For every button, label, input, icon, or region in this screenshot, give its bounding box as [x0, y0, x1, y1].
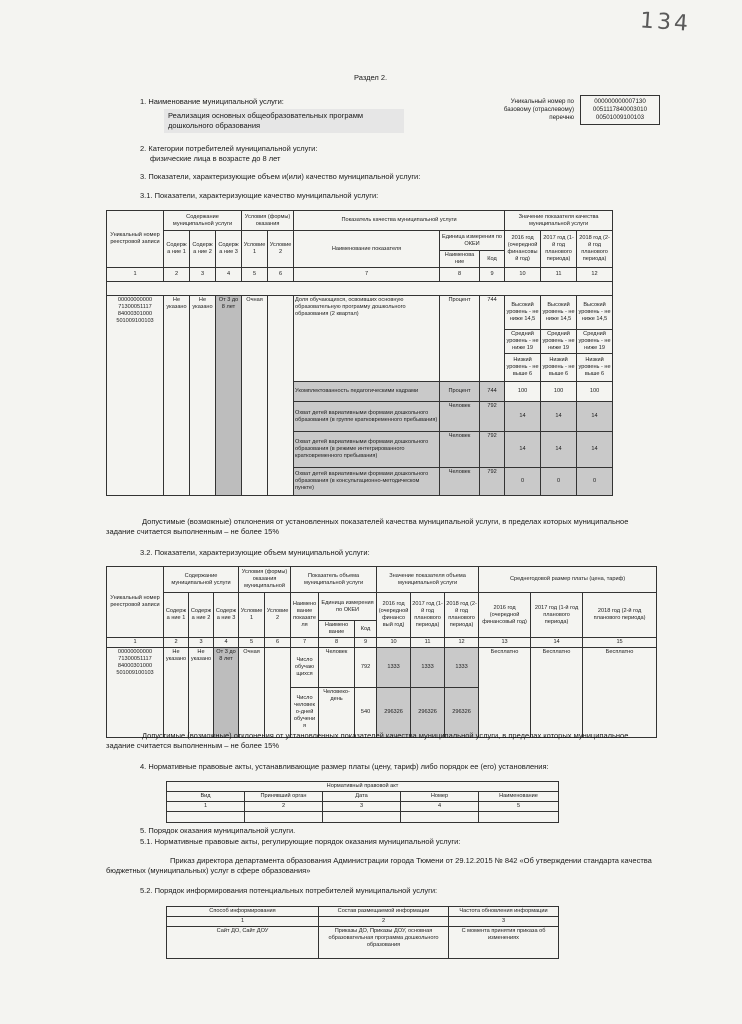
column-number: 5 [242, 268, 268, 282]
header-content-1: Содержа ние 1 [164, 231, 190, 268]
unit-code: 792 [355, 648, 377, 688]
column-number: 4 [214, 638, 239, 648]
value-2016: Низкий уровень - не выше 6 [505, 354, 541, 382]
column-number: 1 [107, 268, 164, 282]
column-number: 13 [479, 638, 531, 648]
unit-code: 792 [480, 432, 505, 468]
value-2018: Средний уровень - не ниже 19 [577, 330, 613, 354]
column-number: 4 [216, 268, 242, 282]
value-2017: Высокий уровень - не ниже 14,5 [541, 296, 577, 330]
header-act-type: Вид [167, 792, 245, 802]
header-content: Содержание муниципальной услуги [164, 211, 242, 231]
update-frequency: С момента принятия приказа об изменениях [449, 927, 559, 959]
content-2-value: Не указано [189, 648, 214, 738]
column-number: 11 [411, 638, 445, 648]
header-fee-2016: 2016 год (очередной финансовый год) [479, 593, 531, 638]
value-2018: 0 [577, 468, 613, 496]
item31-label: 3.1. Показатели, характеризующие качество муниципальной услуги: [140, 191, 379, 200]
column-number: 7 [294, 268, 440, 282]
column-number: 3 [190, 268, 216, 282]
header-conditions: Условия (формы) оказания [242, 211, 294, 231]
unit-name: Процент [440, 382, 480, 402]
informing-method: Сайт ДО, Сайт ДОУ [167, 927, 319, 959]
header-condition-1: Условие 1 [239, 593, 265, 638]
unit-code: 792 [480, 402, 505, 432]
value-2018: Высокий уровень - не ниже 14,5 [577, 296, 613, 330]
condition-1-value: Очная [242, 296, 268, 496]
value-2016: 0 [505, 468, 541, 496]
header-act-authority: Принявший орган [245, 792, 323, 802]
header-condition-1: Условие 1 [242, 231, 268, 268]
indicator-name: Укомплектованность педагогическими кадрами [294, 382, 440, 402]
service-name: Реализация основных общеобразовательных программ дошкольного образования [164, 109, 404, 133]
value-2016: Высокий уровень - не ниже 14,5 [505, 296, 541, 330]
condition-1-value: Очная [239, 648, 265, 738]
column-number: 3 [189, 638, 214, 648]
header-info-content: Состав размещаемой информации [319, 907, 449, 917]
registry-number: 00000000000 71300051117 84000301000 501009100103 [107, 648, 164, 738]
volume-indicators-table [106, 566, 657, 738]
header-condition-2: Условие 2 [265, 593, 291, 638]
column-number: 12 [445, 638, 479, 648]
item51-label: 5.1. Нормативные правовые акты, регулирующие порядок оказания муниципальной услуги: [140, 837, 461, 846]
unique-number-line: 00501009100103 [595, 114, 645, 121]
section-title: Раздел 2. [354, 73, 388, 82]
header-update-frequency: Частота обновления информации [449, 907, 559, 917]
header-unit: Единица измерения по ОКЕИ [440, 231, 505, 251]
column-number: 1 [107, 638, 164, 648]
value-2017: 14 [541, 432, 577, 468]
deviation-note-quality: Допустимые (возможные) отклонения от установленных показателей качества муниципальной услуги, в пределах которых муниципальное задание считается выполненным – не более 15% [106, 517, 629, 536]
column-number: 2 [319, 917, 449, 927]
header-act-number: Номер [401, 792, 479, 802]
header-fee: Среднегодовой размер платы (цена, тариф) [479, 567, 657, 593]
content-2-value: Не указано [190, 296, 216, 496]
indicator-name: Доля обучающихся, освоивших основную образовательную программу дошкольного образования (2 квартал) [294, 296, 440, 382]
content-1-value: Не указано [164, 648, 189, 738]
column-number: 4 [401, 802, 479, 812]
item3-label: 3. Показатели, характеризующие объем и(или) качество муниципальной услуги: [140, 172, 421, 181]
header-content-3: Содержа ние 3 [216, 231, 242, 268]
header-volume-indicator: Показатель объема муниципальной услуги [291, 567, 377, 593]
column-number: 2 [164, 268, 190, 282]
header-fee-2017: 2017 год (1-й год планового периода) [531, 593, 583, 638]
handwritten-page-number: 134 [639, 8, 692, 37]
unique-number-label: Уникальный номер по базовому (отраслевому) перечню [503, 98, 574, 121]
header-unit-name: Наименова ние [440, 251, 480, 268]
fee-2017: Бесплатно [531, 648, 583, 738]
regulation-order-text: Приказ директора департамента образования Администрации города Тюмени от 29.12.2015 № 842 «Об утверждении стандарта качества бюджетных (муниципальных) услуг в сфере образования» [106, 856, 652, 875]
column-number: 1 [167, 802, 245, 812]
value-2018: Низкий уровень - не выше 6 [577, 354, 613, 382]
header-content-3: Содержа ние 3 [214, 593, 239, 638]
column-number: 10 [377, 638, 411, 648]
column-number: 5 [479, 802, 559, 812]
value-2016: 14 [505, 432, 541, 468]
unique-number-box [580, 95, 660, 125]
column-number: 6 [265, 638, 291, 648]
consumer-category: физические лица в возрасте до 8 лет [150, 154, 281, 163]
registry-number: 00000000000 71300051117 84000301000 501009100103 [107, 296, 164, 496]
fee-2018: Бесплатно [583, 648, 657, 738]
content-3-value: От 3 до 8 лет [214, 648, 239, 738]
content-1-value: Не указано [164, 296, 190, 496]
column-number: 9 [355, 638, 377, 648]
value-2016: 296326 [377, 688, 411, 738]
value-2016: 1333 [377, 648, 411, 688]
column-number: 2 [164, 638, 189, 648]
unit-code: 540 [355, 688, 377, 738]
column-number: 9 [480, 268, 505, 282]
header-indicator-name: Наименование показателя [294, 231, 440, 268]
header-year-2017: 2017 год (1-й год планового периода) [411, 593, 445, 638]
column-number: 5 [239, 638, 265, 648]
value-2016: 14 [505, 402, 541, 432]
unique-number-line: 0051117840003010 [592, 106, 648, 113]
column-number: 11 [541, 268, 577, 282]
indicator-name: Число обучаю щихся [291, 648, 319, 688]
unit-code: 792 [480, 468, 505, 496]
column-number: 8 [440, 268, 480, 282]
header-act-name: Наименование [479, 792, 559, 802]
value-2017: 14 [541, 402, 577, 432]
value-2018: 1333 [445, 648, 479, 688]
header-content-1: Содержа ние 1 [164, 593, 189, 638]
value-2018: 14 [577, 432, 613, 468]
fee-acts-table [166, 781, 559, 823]
fee-2016: Бесплатно [479, 648, 531, 738]
header-year-2017: 2017 год (1-й год планового периода) [541, 231, 577, 268]
header-act-date: Дата [323, 792, 401, 802]
header-unique-number: Уникальный номер реестровой записи [107, 211, 164, 268]
header-legal-act: Нормативный правовой акт [167, 782, 559, 792]
indicator-name: Охват детей вариативными формами дошкольного образования (в режиме интегрированного кратковременного пребывания) [294, 432, 440, 468]
info-content: Приказы ДО, Приказы ДОУ, основная образовательная программа дошкольного образования [319, 927, 449, 959]
unit-name: Процент [440, 296, 480, 382]
unit-code: 744 [480, 296, 505, 382]
unit-name: Человек [440, 432, 480, 468]
value-2018: 14 [577, 402, 613, 432]
header-unit-code: Код [355, 621, 377, 638]
unique-number-line: 000000000007130 [594, 98, 646, 105]
value-2018: 296326 [445, 688, 479, 738]
value-2016: 100 [505, 382, 541, 402]
column-number: 6 [268, 268, 294, 282]
item2-label: 2. Категории потребителей муниципальной услуги: [140, 144, 318, 153]
quality-indicators-table [106, 210, 657, 496]
column-number: 8 [319, 638, 355, 648]
column-number: 15 [583, 638, 657, 648]
item4-label: 4. Нормативные правовые акты, устанавливающие размер платы (цену, тариф) либо порядок ее (его) установления: [140, 762, 549, 771]
header-year-2016: 2016 год (очередной финансо вый год) [377, 593, 411, 638]
content-3-value: От 3 до 8 лет [216, 296, 242, 496]
header-unit-code: Код [480, 251, 505, 268]
header-unit-name: Наимено вание [319, 621, 355, 638]
unit-code: 744 [480, 382, 505, 402]
column-number: 1 [167, 917, 319, 927]
unit-name: Человеко-день [319, 688, 355, 738]
header-indicator-value: Значение показателя качества муниципальной услуги [505, 211, 613, 231]
unit-name: Человек [440, 402, 480, 432]
column-number: 7 [291, 638, 319, 648]
header-content: Содержание муниципальной услуги [164, 567, 239, 593]
unit-name: Человек [440, 468, 480, 496]
indicator-name: Число человек о-дней обучени я [291, 688, 319, 738]
value-2017: 0 [541, 468, 577, 496]
column-number: 3 [449, 917, 559, 927]
header-unit: Единица измерения по ОКЕИ [319, 593, 377, 621]
header-year-2018: 2018 год (2-й год планового периода) [445, 593, 479, 638]
header-condition-2: Условие 2 [268, 231, 294, 268]
column-number: 2 [245, 802, 323, 812]
header-content-2: Содержа ние 2 [190, 231, 216, 268]
value-2017: Низкий уровень - не выше 6 [541, 354, 577, 382]
header-content-2: Содержа ние 2 [189, 593, 214, 638]
item1-label: 1. Наименование муниципальной услуги: [140, 97, 284, 106]
column-number: 10 [505, 268, 541, 282]
header-year-2016: 2016 год (очередной финансовый год) [505, 231, 541, 268]
unit-name: Человек [319, 648, 355, 688]
header-informing-method: Способ информирования [167, 907, 319, 917]
value-2017: 1333 [411, 648, 445, 688]
header-indicator-name: Наимено вание показате ля [291, 593, 319, 638]
header-fee-2018: 2018 год (2-й год планового периода) [583, 593, 657, 638]
value-2018: 100 [577, 382, 613, 402]
indicator-name: Охват детей вариативными формами дошкольного образования (в группе кратковременного пребывания) [294, 402, 440, 432]
value-2017: 100 [541, 382, 577, 402]
informing-table [166, 906, 559, 959]
item32-label: 3.2. Показатели, характеризующие объем муниципальной услуги: [140, 548, 370, 557]
header-conditions: Условия (формы) оказания муниципальной [239, 567, 291, 593]
column-number: 12 [577, 268, 613, 282]
item52-label: 5.2. Порядок информирования потенциальных потребителей муниципальной услуги: [140, 886, 438, 895]
deviation-note-volume: Допустимые (возможные) отклонения от установленных показателей качества муниципальной услуги, в пределах которых муниципальное задание считается выполненным – не более 15% [106, 731, 629, 750]
value-2016: Средний уровень - не ниже 19 [505, 330, 541, 354]
header-quality-indicator: Показатель качества муниципальной услуги [294, 211, 505, 231]
header-year-2018: 2018 год (2-й год планового периода) [577, 231, 613, 268]
header-unique-number: Уникальный номер реестровой записи [107, 567, 164, 638]
value-2017: Средний уровень - не ниже 19 [541, 330, 577, 354]
indicator-name: Охват детей вариативными формами дошкольного образования (в консультационно-методическом пункте) [294, 468, 440, 496]
item5-label: 5. Порядок оказания муниципальной услуги. [140, 826, 296, 835]
column-number: 14 [531, 638, 583, 648]
column-number: 3 [323, 802, 401, 812]
header-indicator-value: Значение показателя объема муниципальной услуги [377, 567, 479, 593]
value-2017: 296326 [411, 688, 445, 738]
